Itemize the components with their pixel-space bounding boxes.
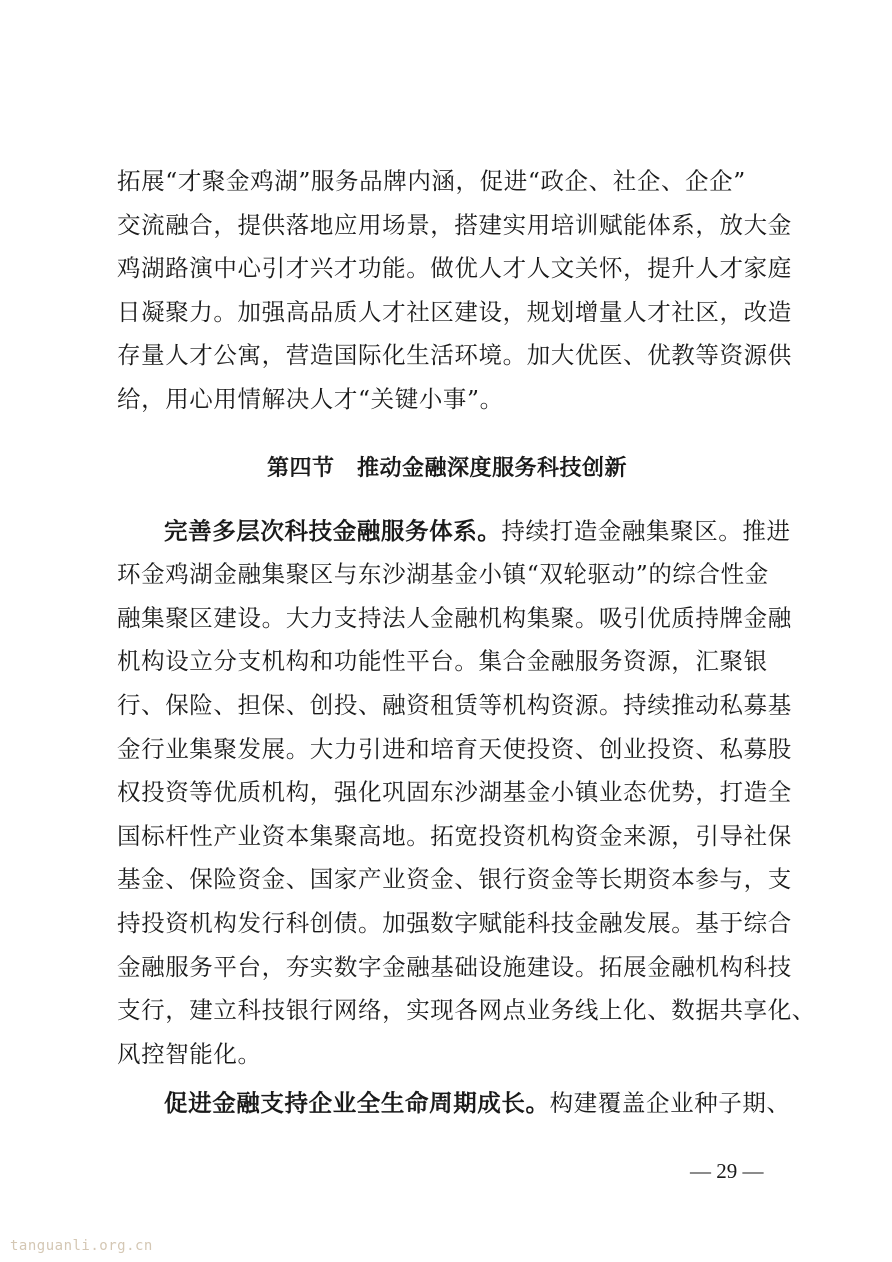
text-line: 风控智能化。 bbox=[117, 1039, 262, 1068]
section-heading: 第四节 推动金融深度服务科技创新 bbox=[266, 455, 627, 481]
text-line: 权投资等优质机构，强化巩固东沙湖基金小镇业态优势，打造全 bbox=[117, 778, 792, 807]
paragraph-lead: 完善多层次科技金融服务体系。 bbox=[164, 516, 502, 545]
page-number: — 29 — bbox=[690, 1159, 764, 1183]
first-line bbox=[117, 510, 791, 554]
text-line: 持投资机构发行科创债。加强数字赋能科技金融发展。基于综合 bbox=[117, 908, 792, 937]
text-line: 机构设立分支机构和功能性平台。集合金融服务资源，汇聚银 bbox=[117, 647, 768, 676]
text-line: 交流融合，提供落地应用场景，搭建实用培训赋能体系，放大金 bbox=[117, 210, 792, 239]
paragraph-lead: 促进金融支持企业全生命周期成长。 bbox=[164, 1089, 550, 1118]
first-line bbox=[117, 1082, 791, 1126]
text-line: 环金鸡湖金融集聚区与东沙湖基金小镇“双轮驱动”的综合性金 bbox=[117, 560, 769, 589]
text-line: 融集聚区建设。大力支持法人金融机构集聚。吸引优质持牌金融 bbox=[117, 603, 792, 632]
watermark: tanguanli.org.cn bbox=[10, 1238, 153, 1254]
text-line: 基金、保险资金、国家产业资金、银行资金等长期资本参与，支 bbox=[117, 865, 792, 894]
first-line-rest: 持续打造金融集聚区。推进 bbox=[501, 516, 791, 545]
text-line: 拓展“才聚金鸡湖”服务品牌内涵，促进“政企、社企、企企” bbox=[117, 167, 746, 195]
text-line: 行、保险、担保、创投、融资租赁等机构资源。持续推动私募基 bbox=[117, 690, 792, 719]
text-line: 鸡湖路演中心引才兴才功能。做优人才人文关怀，提升人才家庭 bbox=[117, 254, 792, 283]
text-line: 金行业集聚发展。大力引进和培育天使投资、创业投资、私募股 bbox=[117, 734, 792, 763]
text-line: 日凝聚力。加强高品质人才社区建设，规划增量人才社区，改造 bbox=[117, 297, 792, 326]
text-line: 给，用心用情解决人才“关键小事”。 bbox=[117, 384, 504, 413]
text-line: 金融服务平台，夯实数字金融基础设施建设。拓展金融机构科技 bbox=[117, 952, 792, 981]
document-page bbox=[117, 160, 816, 1126]
text-line: 国标杆性产业资本集聚高地。拓宽投资机构资金来源，引导社保 bbox=[117, 821, 792, 850]
first-line-rest: 构建覆盖企业种子期、 bbox=[549, 1089, 791, 1118]
text-line: 存量人才公寓，营造国际化生活环境。加大优医、优教等资源供 bbox=[117, 341, 792, 370]
paragraph-lifecycle-finance bbox=[117, 1082, 791, 1126]
text-line: 支行，建立科技银行网络，实现各网点业务线上化、数据共享化、 bbox=[117, 996, 816, 1025]
paragraph-tech-finance-system bbox=[117, 510, 816, 1077]
paragraph-talent-services bbox=[117, 160, 792, 422]
